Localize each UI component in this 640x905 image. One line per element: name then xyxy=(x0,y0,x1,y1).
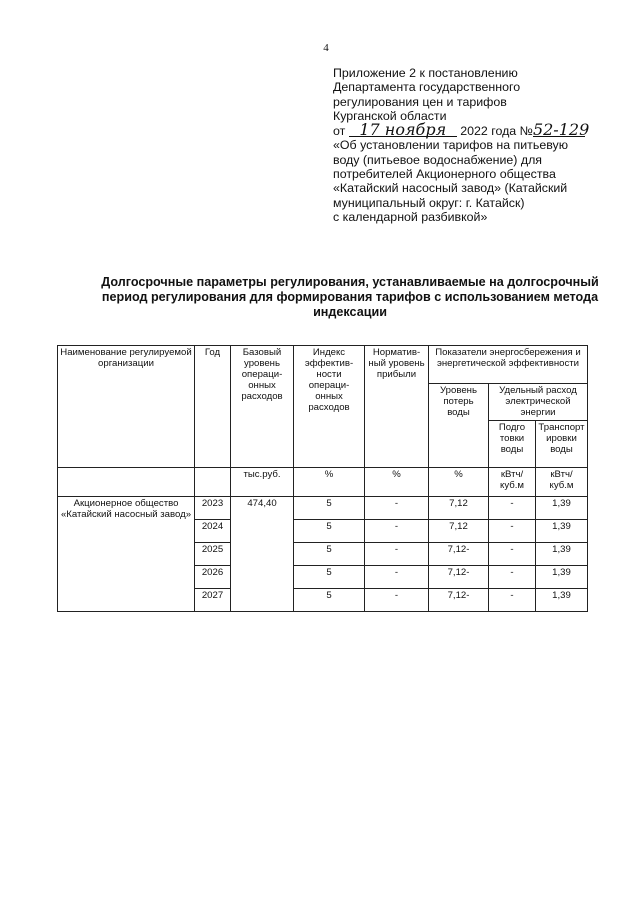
row-2025-losses: 7,12- xyxy=(429,543,489,566)
year-text: 2022 года № xyxy=(460,124,533,139)
row-2023-year: 2023 xyxy=(195,497,231,520)
appendix-block xyxy=(333,66,628,224)
header-prep: Подго товки воды xyxy=(489,421,536,468)
page-number: 4 xyxy=(323,42,329,54)
header-transport: Транспорт ировки воды xyxy=(536,421,588,468)
units-year xyxy=(195,468,231,497)
row-2025-prep: - xyxy=(489,543,536,566)
row-2025-year: 2025 xyxy=(195,543,231,566)
title-line-2: период регулирования для формирования тарифов с использованием метода xyxy=(101,290,599,304)
row-2026-index: 5 xyxy=(294,566,365,589)
row-2024-index: 5 xyxy=(294,520,365,543)
units-org xyxy=(58,468,195,497)
title-line-3: индексации xyxy=(313,305,387,319)
handwritten-date: 17 ноября xyxy=(349,123,457,137)
header-index: Индекс эффектив-ности операци-онных расходов xyxy=(294,346,365,468)
row-2026-profit: - xyxy=(365,566,429,589)
parameters-table xyxy=(57,345,588,612)
appendix-date-line xyxy=(333,120,628,140)
row-2024-losses: 7,12 xyxy=(429,520,489,543)
row-2024-transport: 1,39 xyxy=(536,520,588,543)
appendix-line-3: регулирования цен и тарифов xyxy=(333,94,507,109)
header-energy-group: Показатели энергосбережения и энергетической эффективности xyxy=(429,346,588,384)
row-2023-index: 5 xyxy=(294,497,365,520)
subject-line-4: «Катайский насосный завод» (Катайский xyxy=(333,181,568,196)
subject-line-1: «Об установлении тарифов на питьевую xyxy=(333,138,569,153)
row-2023-losses: 7,12 xyxy=(429,497,489,520)
row-2024-year: 2024 xyxy=(195,520,231,543)
row-2027-transport: 1,39 xyxy=(536,589,588,612)
document-title xyxy=(40,275,640,320)
header-losses: Уровень потерь воды xyxy=(429,384,489,468)
units-prep: кВтч/ куб.м xyxy=(489,468,536,497)
row-2026-losses: 7,12- xyxy=(429,566,489,589)
units-index: % xyxy=(294,468,365,497)
row-2023-profit: - xyxy=(365,497,429,520)
header-base: Базовый уровень операци-онных расходов xyxy=(231,346,294,468)
units-transport: кВтч/ куб.м xyxy=(536,468,588,497)
row-2024-prep: - xyxy=(489,520,536,543)
row-2027-index: 5 xyxy=(294,589,365,612)
row-2025-index: 5 xyxy=(294,543,365,566)
row-2027-losses: 7,12- xyxy=(429,589,489,612)
row-2023-prep: - xyxy=(489,497,536,520)
handwritten-number: 52-129 xyxy=(532,120,590,140)
header-year: Год xyxy=(195,346,231,468)
header-org: Наименование регулируемой организации xyxy=(58,346,195,468)
subject-line-5: муниципальный округ: г. Катайск) xyxy=(333,195,525,210)
row-2026-prep: - xyxy=(489,566,536,589)
row-2027-year: 2027 xyxy=(195,589,231,612)
date-prefix: от xyxy=(333,124,346,139)
subject-line-6: с календарной разбивкой» xyxy=(333,209,488,224)
appendix-line-4: Курганской области xyxy=(333,108,447,123)
subject-line-2: воду (питьевое водоснабжение) для xyxy=(333,152,543,167)
row-2026-year: 2026 xyxy=(195,566,231,589)
header-specific-group: Удельный расход электрической энергии xyxy=(489,384,588,421)
units-profit: % xyxy=(365,468,429,497)
appendix-line-1: Приложение 2 к постановлению xyxy=(333,66,518,80)
units-base: тыс.руб. xyxy=(231,468,294,497)
row-2027-prep: - xyxy=(489,589,536,612)
row-2026-transport: 1,39 xyxy=(536,566,588,589)
units-losses: % xyxy=(429,468,489,497)
header-profit: Норматив-ный уровень прибыли xyxy=(365,346,429,468)
base-value-cell: 474,40 xyxy=(231,497,294,612)
title-line-1: Долгосрочные параметры регулирования, устанавливаемые на долгосрочный xyxy=(101,275,599,289)
row-2025-transport: 1,39 xyxy=(536,543,588,566)
org-name-cell: Акционерное общество «Катайский насосный завод» xyxy=(58,497,195,612)
appendix-line-2: Департамента государственного xyxy=(333,80,521,95)
row-2025-profit: - xyxy=(365,543,429,566)
subject-line-3: потребителей Акционерного общества xyxy=(333,167,556,182)
row-2027-profit: - xyxy=(365,589,429,612)
row-2024-profit: - xyxy=(365,520,429,543)
row-2023-transport: 1,39 xyxy=(536,497,588,520)
